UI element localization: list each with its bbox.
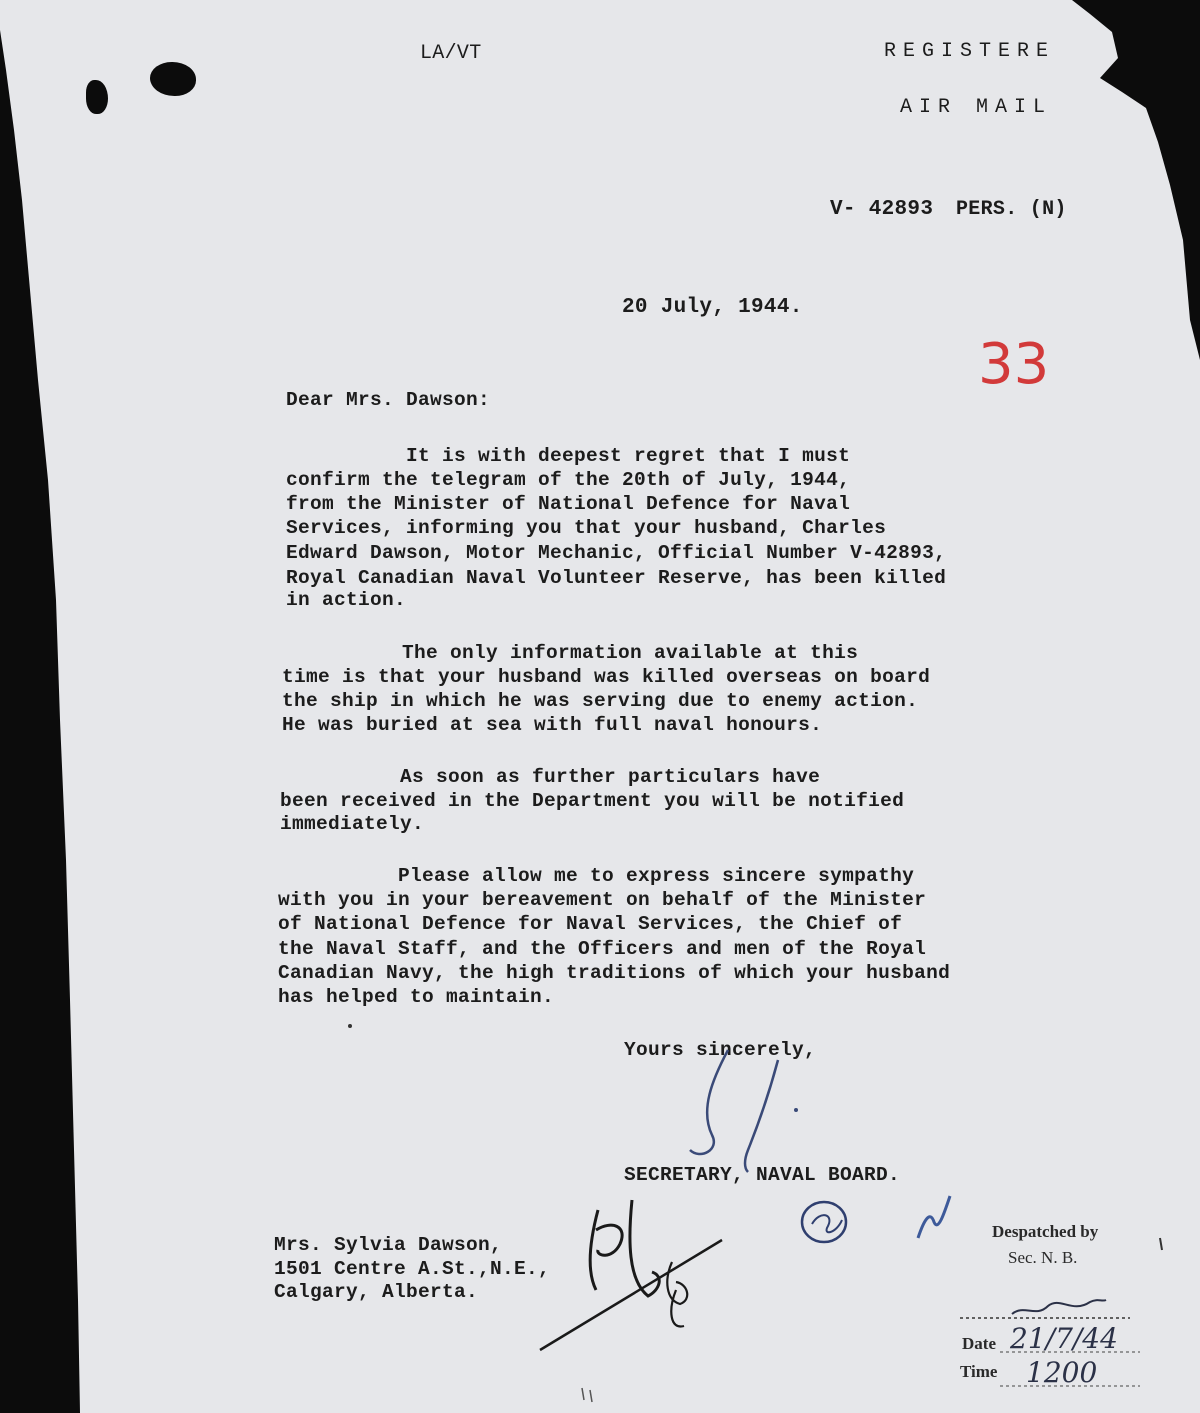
closing: Yours sincerely, — [624, 1039, 817, 1061]
paragraph-line: the ship in which he was serving due to enemy action. — [282, 690, 919, 712]
paragraph-line: Royal Canadian Naval Volunteer Reserve, has been killed — [286, 567, 947, 589]
air-mail-label: AIR MAIL — [900, 96, 1053, 119]
addressee-street: 1501 Centre A.St.,N.E., — [274, 1258, 551, 1280]
date-value: 21/7/44 — [1010, 1322, 1118, 1355]
paragraph-line: Canadian Navy, the high traditions of which your husband — [278, 962, 951, 984]
salutation: Dear Mrs. Dawson: — [286, 389, 491, 411]
date-label: Date — [962, 1334, 996, 1353]
time-label: Time — [960, 1362, 998, 1381]
paragraph-line: immediately. — [280, 813, 425, 835]
paragraph-line: The only information available at this — [282, 642, 859, 664]
paragraph-line: has helped to maintain. — [278, 986, 555, 1008]
paragraph-line: from the Minister of National Defence for Naval — [286, 493, 851, 515]
page-number-annotation: 33 — [978, 332, 1050, 397]
signatory-title: SECRETARY, NAVAL BOARD. — [624, 1164, 901, 1186]
paragraph-line: the Naval Staff, and the Officers and men of the Royal — [278, 938, 927, 960]
paragraph-line: He was buried at sea with full naval honours. — [282, 714, 823, 736]
letter-date: 20 July, 1944. — [622, 296, 803, 319]
despatched-by-label: Despatched by — [992, 1222, 1099, 1241]
paragraph-line: Services, informing you that your husband, Charles — [286, 517, 887, 539]
addressee-name: Mrs. Sylvia Dawson, — [274, 1234, 503, 1256]
paragraph-line: As soon as further particulars have — [280, 766, 821, 788]
paragraph-line: time is that your husband was killed overseas on board — [282, 666, 931, 688]
addressee-city: Calgary, Alberta. — [274, 1281, 479, 1303]
reference-code: LA/VT — [420, 42, 482, 65]
paragraph-line: with you in your bereavement on behalf of the Minister — [278, 889, 927, 911]
paragraph-line: Please allow me to express sincere sympathy — [278, 865, 915, 887]
paragraph-line: It is with deepest regret that I must — [286, 445, 851, 467]
despatched-section: Sec. N. B. — [1008, 1248, 1078, 1267]
paragraph-line: confirm the telegram of the 20th of July, 1944, — [286, 469, 851, 491]
file-number: V- 42893 — [830, 198, 934, 221]
registered-label: REGISTERE — [884, 40, 1056, 63]
time-value: 1200 — [1026, 1356, 1098, 1389]
paragraph-line: been received in the Department you will be notified — [280, 790, 905, 812]
file-suffix: PERS. (N) — [956, 198, 1067, 221]
paragraph-line: Edward Dawson, Motor Mechanic, Official Number V-42893, — [286, 542, 947, 564]
paragraph-line: of National Defence for Naval Services, the Chief of — [278, 913, 903, 935]
paragraph-line: in action. — [286, 589, 407, 611]
